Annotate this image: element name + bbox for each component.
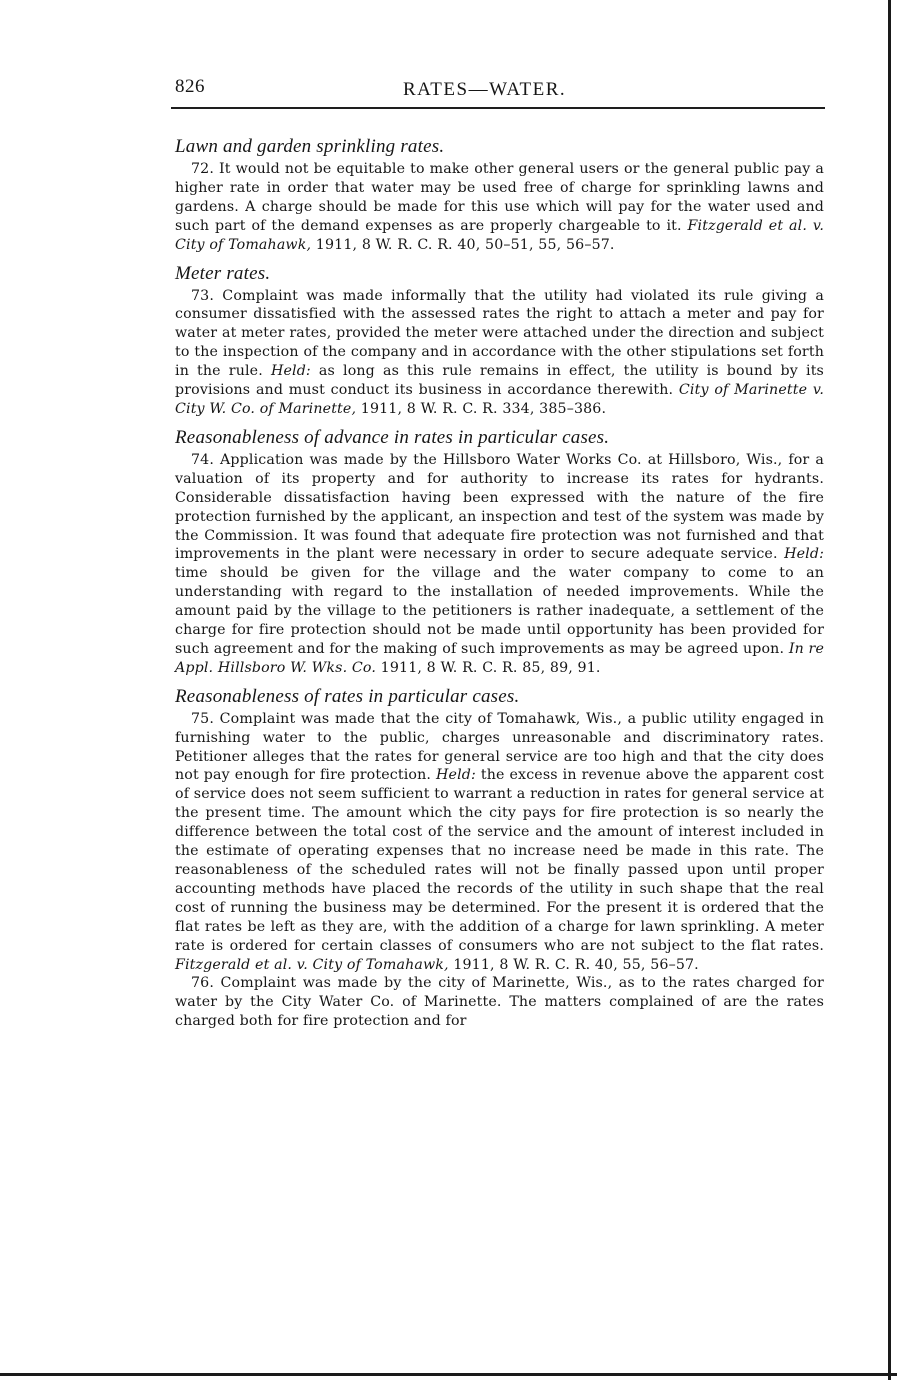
section-title: Reasonableness of advance in rates in particular cases.: [175, 426, 610, 448]
header-rule: [171, 107, 825, 109]
paragraph-text: 76. Complaint was made by the city of Marinette, Wis., as to the rates charged for water by the City Water Co. of Marinette. The matters complained of are the rates charged both for fire protection and for: [175, 975, 824, 1030]
citation-reference: 1911, 8 W. R. C. R. 40, 55, 56–57.: [448, 956, 699, 973]
page-edge-bottom: [0, 1373, 897, 1376]
section-meter-rates: [175, 263, 824, 419]
paragraph-text: the excess in revenue above the apparent cost of service does not seem sufficient to warrant a reduction in rates for general service at the present time. The amount which the city pays for fire protection is so nearly the difference between the total cost of the service and the amount of interest included in the estimate of operating expenses that no increase need be made in this rate. The reasonableness of the scheduled rates will not be finally passed upon until proper accounting methods have placed the records of the utility in such shape that the real cost of running the business may be determined. For the present it is ordered that the flat rates be left as they are, with the addition of a charge for lawn sprinkling. A meter rate is ordered for certain classes of consumers who are not subject to the flat rates.: [175, 767, 824, 954]
page-header: [173, 76, 825, 102]
paragraph-text: as long as this rule remains in effect, the utility is bound by its provisions and must conduct its business in accordance therewith.: [175, 363, 824, 399]
section-reasonableness-rates: [175, 686, 824, 1031]
section-title: Reasonableness of rates in particular cases.: [175, 685, 520, 707]
citation-reference: 1911, 8 W. R. C. R. 334, 385–386.: [356, 400, 607, 417]
paragraph-76: [175, 974, 824, 1031]
paragraph-text: time should be given for the village and the water company to come to an understanding with regard to the installation of needed improvements. While the amount paid by the village to the petitioners is rather inadequate, a settlement of the charge for fire protection should not be made until opportunity has been provided for such agreement and for the making of such improvements as may be agreed upon.: [175, 565, 824, 657]
case-citation: City of Marinette v. City W. Co. of Marinette,: [175, 382, 824, 417]
running-head: RATES—WATER.: [403, 79, 567, 100]
paragraph-73: [175, 287, 824, 419]
paragraph-text: 73. Complaint was made informally that the utility had violated its rule giving a consumer dissatisfied with the assessed rates the right to attach a meter and pay for water at meter rates, provided the meter were attached under the direction and subject to the inspection of the company and in accordance with the other stipulations set forth in the rule.: [175, 287, 824, 380]
page-body: [175, 136, 824, 1039]
case-citation: Fitzgerald et al. v. City of Tomahawk,: [175, 956, 449, 973]
held-label: Held:: [436, 767, 476, 784]
section-reasonableness-advance: [175, 427, 824, 678]
citation-reference: 1911, 8 W. R. C. R. 40, 50–51, 55, 56–57.: [311, 236, 615, 253]
citation-reference: 1911, 8 W. R. C. R. 85, 89, 91.: [376, 659, 601, 676]
held-label: Held:: [270, 363, 311, 380]
paragraph-72: [175, 160, 824, 255]
page-number: 826: [175, 76, 205, 97]
paragraph-75: [175, 710, 824, 975]
paragraph-text: 75. Complaint was made that the city of Tomahawk, Wis., a public utility engaged in furnishing water to the public, charges unreasonable and discriminatory rates. Petitioner alleges that the rates for general service are too high and that the city does not pay enough for fire protection.: [175, 710, 824, 784]
section-title: Meter rates.: [175, 262, 271, 284]
paragraph-text: 74. Application was made by the Hillsboro Water Works Co. at Hillsboro, Wis., for a valuation of its property and for authority to increase its rates for hydrants. Considerable dissatisfaction having been expressed with the nature of the fire protection furnished by the applicant, an inspection and test of the system was made by the Commission. It was found that adequate fire protection was not furnished and that improvements in the plant were necessary in order to secure adequate service.: [175, 451, 824, 563]
case-citation: Fitzgerald et al. v. City of Tomahawk,: [175, 217, 824, 253]
case-citation: In re Appl. Hillsboro W. Wks. Co.: [175, 640, 824, 676]
held-label: Held:: [784, 546, 824, 563]
section-lawn-sprinkling: [175, 136, 824, 255]
page-edge-right: [888, 0, 891, 1380]
paragraph-text: 72. It would not be equitable to make other general users or the general public pay a higher rate in order that water may be used free of charge for sprinkling lawns and gardens. A charge should be made for this use which will pay for the water used and such part of the demand expenses as are properly chargeable to it.: [175, 161, 824, 234]
section-title: Lawn and garden sprinkling rates.: [175, 136, 445, 157]
paragraph-74: [175, 451, 824, 678]
